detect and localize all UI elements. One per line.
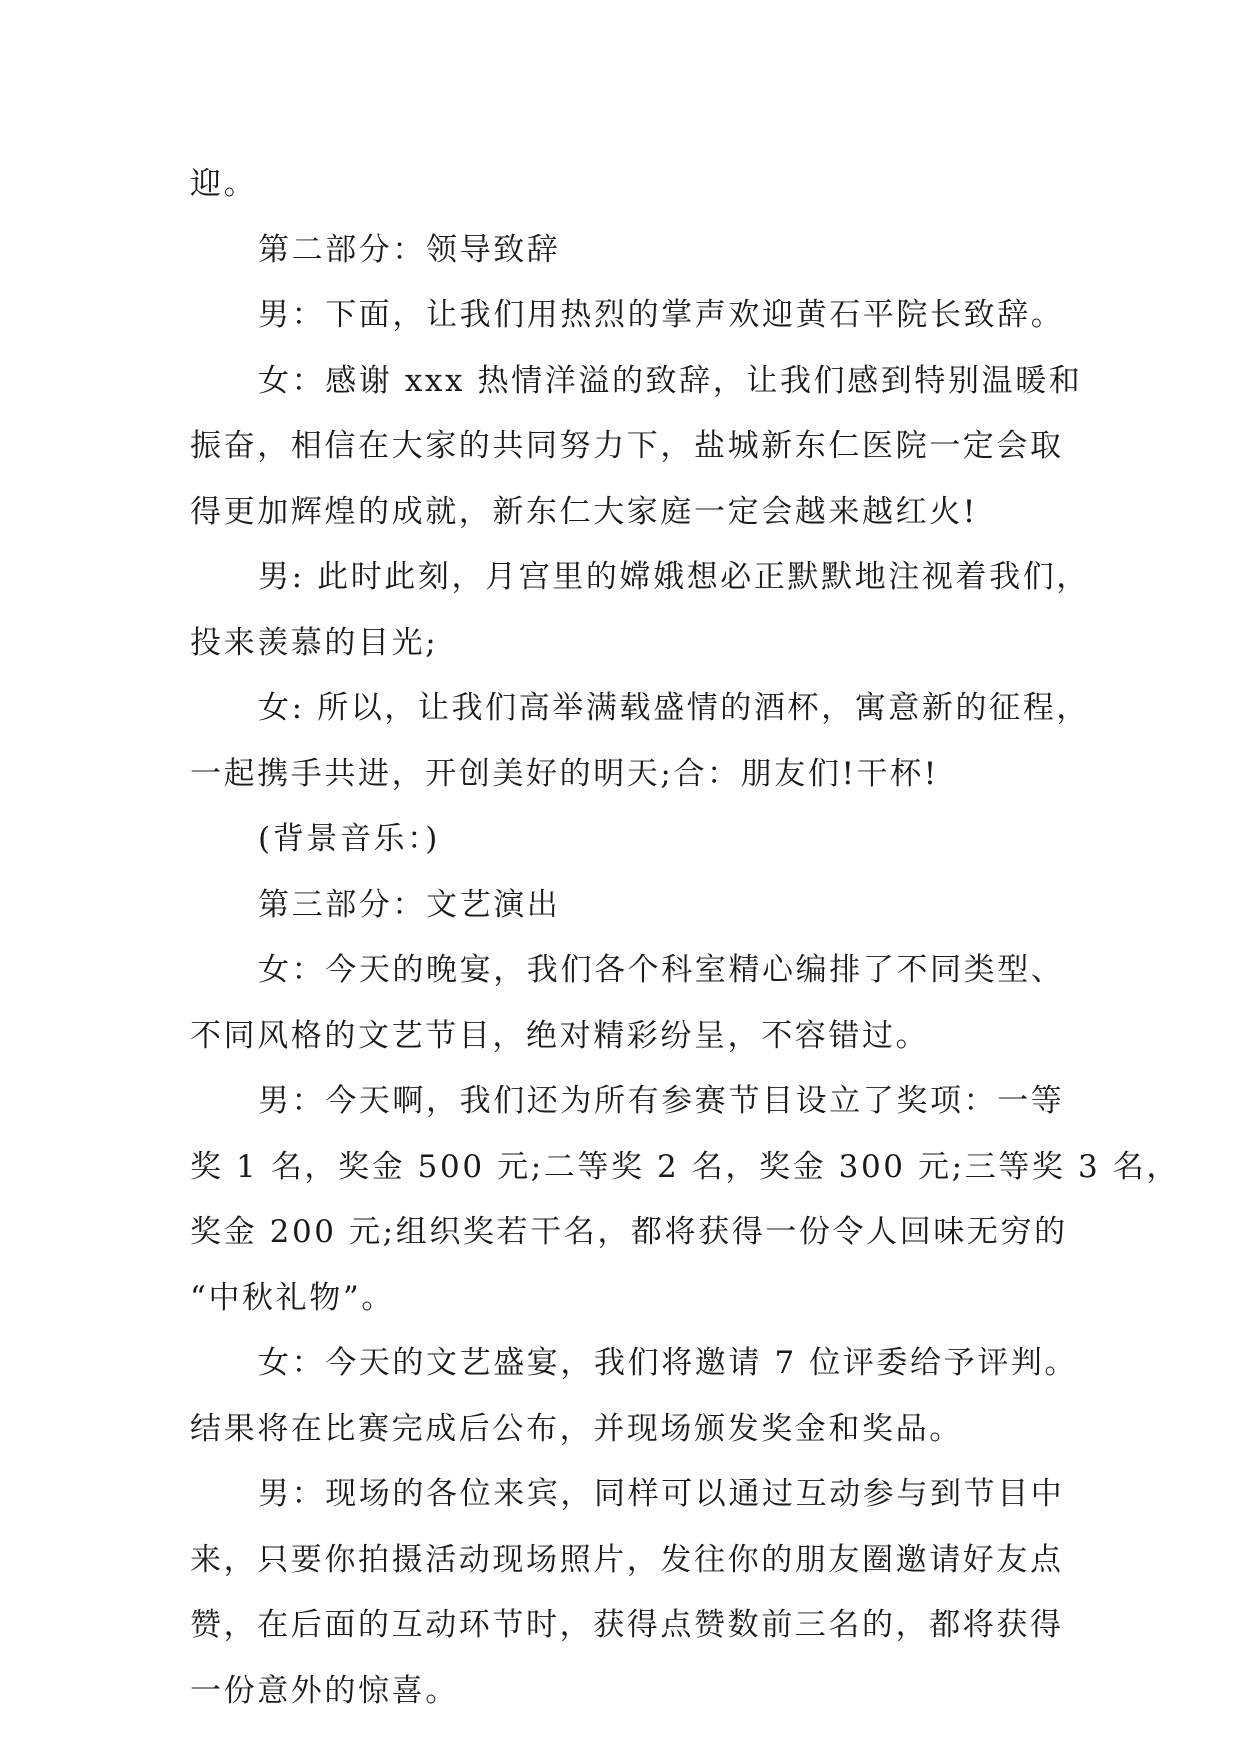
text-line: 女：感谢 xxx 热情洋溢的致辞，让我们感到特别温暖和 (258, 362, 1083, 399)
text-line: 结果将在比赛完成后公布，并现场颁发奖金和奖品。 (190, 1410, 963, 1447)
text-line: 男：今天啊，我们还为所有参赛节目设立了奖项：一等 (258, 1083, 1065, 1119)
text-line: 奖金 200 元;组织奖若干名，都将获得一份令人回味无穷的 (190, 1214, 1068, 1250)
text-line: 男：现场的各位来宾，同样可以通过互动参与到节目中 (258, 1476, 1065, 1512)
text-line: 来，只要你拍摄活动现场照片，发往你的朋友圈邀请好友点 (190, 1541, 1064, 1578)
text-line: 奖 1 名，奖金 500 元;二等奖 2 名，奖金 300 元;三等奖 3 名， (190, 1148, 1180, 1185)
text-line: (背景音乐：) (258, 821, 440, 857)
text-line: 得更加辉煌的成就，新东仁大家庭一定会越来越红火! (190, 493, 978, 530)
text-line: “中秋礼物”。 (190, 1279, 395, 1316)
text-line: 女: 所以，让我们高举满载盛情的酒杯，寓意新的征程， (258, 690, 1090, 726)
document-body (190, 152, 1180, 1724)
text-line: 女：今天的文艺盛宴，我们将邀请 7 位评委给予评判。 (258, 1345, 1079, 1381)
text-line: 男: 此时此刻，月宫里的嫦娥想必正默默地注视着我们， (258, 559, 1090, 595)
text-line: 男：下面，让我们用热烈的掌声欢迎黄石平院长致辞。 (258, 297, 1065, 333)
text-line: 不同风格的文艺节目，绝对精彩纷呈，不容错过。 (190, 1017, 930, 1054)
text-line: 女：今天的晚宴，我们各个科室精心编排了不同类型、 (258, 952, 1065, 988)
text-line: 一份意外的惊喜。 (190, 1672, 459, 1709)
text-line: 赞，在后面的互动环节时，获得点赞数前三名的，都将获得 (190, 1607, 1064, 1643)
section-heading: 第三部分：文艺演出 (258, 886, 561, 923)
text-line: 迎。 (190, 166, 258, 202)
text-line: 振奋，相信在大家的共同努力下，盐城新东仁医院一定会取 (190, 428, 1064, 464)
section-heading: 第二部分：领导致辞 (258, 231, 561, 268)
text-line: 一起携手共进，开创美好的明天;合：朋友们!干杯! (190, 755, 939, 792)
text-line: 投来羡慕的目光; (190, 624, 439, 661)
